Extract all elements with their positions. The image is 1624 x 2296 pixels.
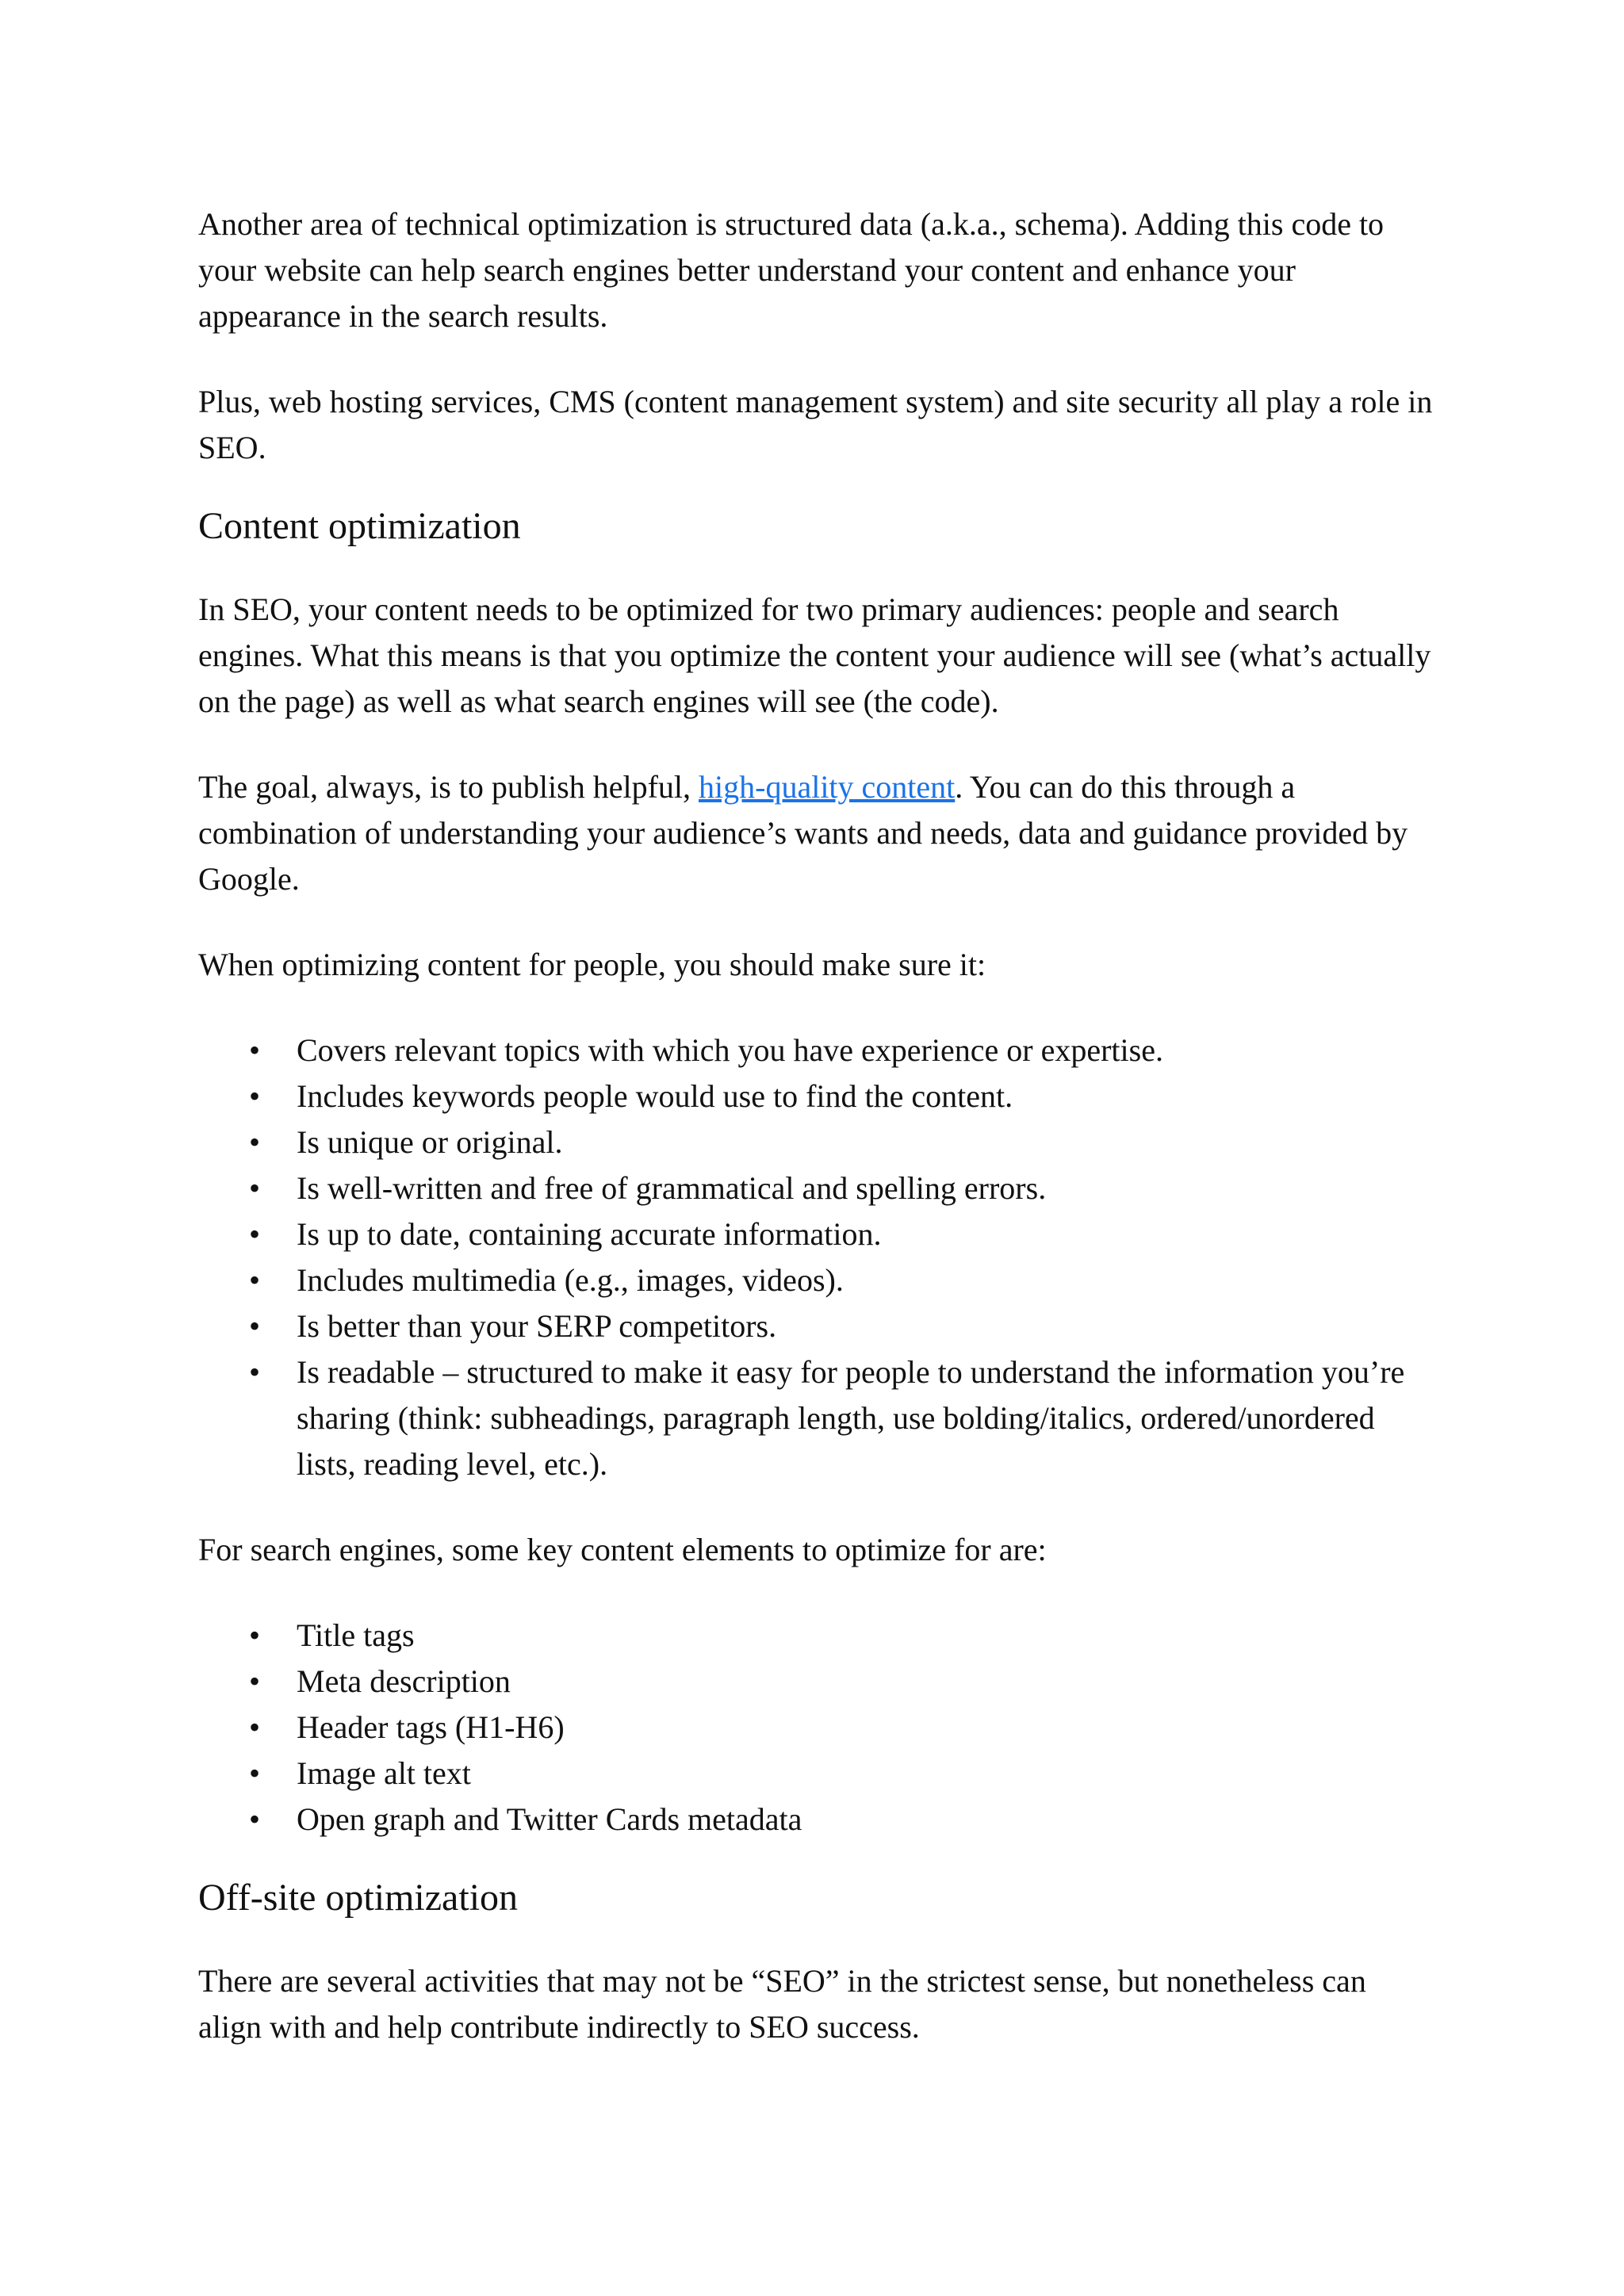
paragraph-hosting-cms: Plus, web hosting services, CMS (content management system) and site security all play a role in SEO. [198, 384, 1433, 465]
list-item: • Is unique or original. [297, 1119, 1435, 1165]
list-item: • Is readable – structured to make it easy for people to understand the information you’re sharing (think: subheadings, paragraph length, use bolding/italics, ordered/unordered lists, reading level, etc.). [297, 1349, 1435, 1487]
high-quality-content-link[interactable]: high-quality content [699, 769, 956, 805]
list-item: • Meta description [297, 1659, 1435, 1705]
paragraph-goal-text-after: . You can do this through a combination of understanding your audience’s wants and needs, data and guidance provided by Google. [198, 769, 1408, 897]
list-item: • Header tags (H1-H6) [297, 1705, 1435, 1751]
list-item: • Image alt text [297, 1751, 1435, 1797]
list-item: • Open graph and Twitter Cards metadata [297, 1797, 1435, 1843]
list-item: • Includes keywords people would use to find the content. [297, 1073, 1435, 1119]
list-item: • Is up to date, containing accurate information. [297, 1211, 1435, 1257]
paragraph-goal-text-before: The goal, always, is to publish helpful, [198, 769, 699, 805]
heading-offsite-optimization: Off-site optimization [198, 1877, 519, 1919]
paragraph-search-engines-intro: For search engines, some key content elements to optimize for are: [198, 1532, 1047, 1567]
document-page [198, 201, 1435, 2090]
list-item: • Includes multimedia (e.g., images, videos). [297, 1257, 1435, 1303]
people-optimization-list [198, 1027, 1435, 1487]
list-item: • Is well-written and free of grammatical and spelling errors. [297, 1165, 1435, 1211]
search-engine-elements-list [198, 1613, 1435, 1843]
heading-content-optimization: Content optimization [198, 505, 521, 547]
paragraph-two-audiences: In SEO, your content needs to be optimized for two primary audiences: people and search engines. What this means is that you optimize the content your audience will see (what’s actually on the page) as well as what search engines will see (the code). [198, 591, 1431, 719]
paragraph-people-intro: When optimizing content for people, you should make sure it: [198, 947, 986, 982]
paragraph-structured-data: Another area of technical optimization is structured data (a.k.a., schema). Adding this code to your website can help search engines better understand your content and enhance your appearance in the search results. [198, 206, 1385, 334]
list-item: • Covers relevant topics with which you have experience or expertise. [297, 1027, 1435, 1073]
paragraph-offsite-activities: There are several activities that may not be “SEO” in the strictest sense, but nonetheless can align with and help contribute indirectly to SEO success. [198, 1963, 1366, 2045]
paragraph-goal [198, 764, 1435, 902]
list-item: • Title tags [297, 1613, 1435, 1659]
list-item: • Is better than your SERP competitors. [297, 1303, 1435, 1349]
